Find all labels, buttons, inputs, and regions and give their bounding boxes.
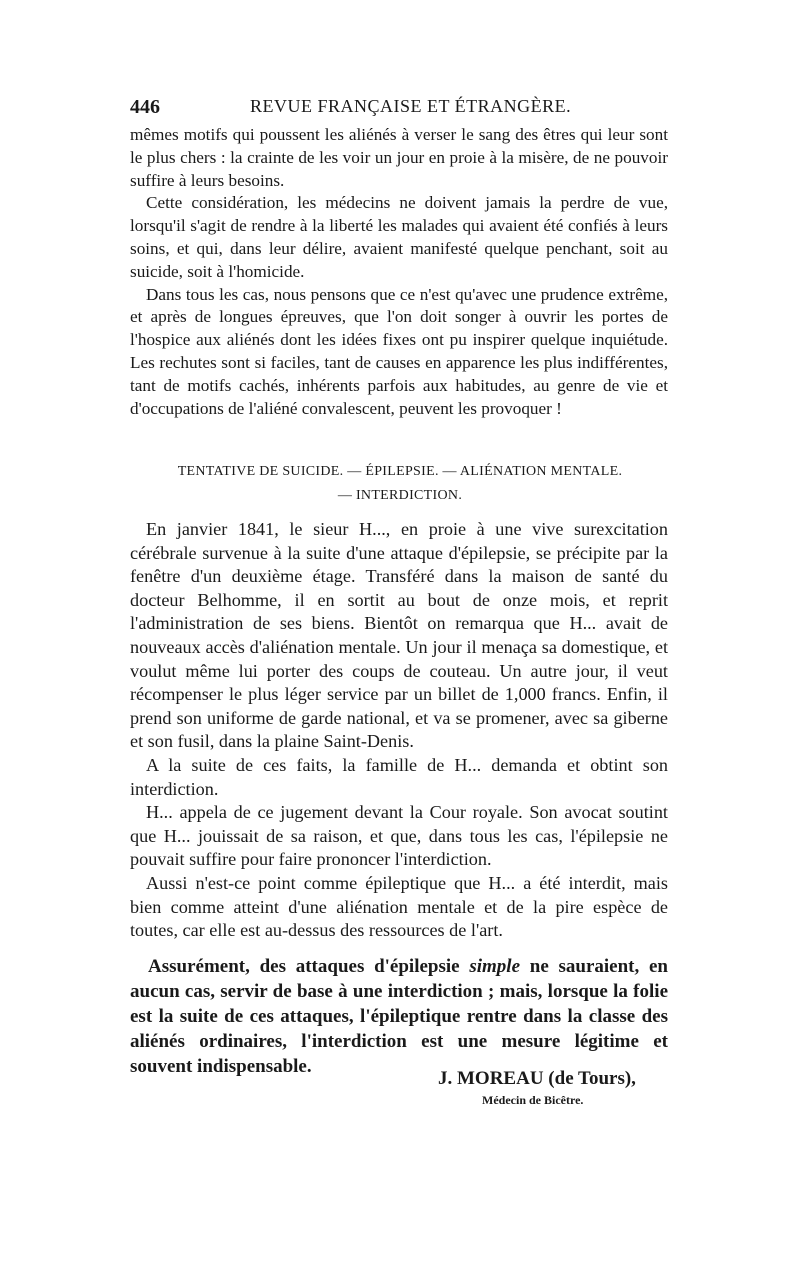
page-header [130,96,670,120]
running-title: REVUE FRANÇAISE ET ÉTRANGÈRE. [250,96,572,116]
page-number: 446 [130,96,160,118]
conclusion-section [130,954,668,1079]
intro-paragraph: Cette considération, les médecins ne doivent jamais la perdre de vue, lorsqu'il s'agit de rendre à la liberté les malades qui avaient été confiés à leurs soins, et qui, dans leur délire, avaient manifesté quelque penchant, soit au suicide, soit à l'homicide. [130,193,668,281]
intro-paragraph: Dans tous les cas, nous pensons que ce n'est qu'avec une prudence extrême, et après de longues épreuves, que l'on doit songer à ouvrir les portes de l'hospice aux aliénés dont les idées fixes ont pu inspirer quelque inquiétude. Les rechutes sont si faciles, tant de causes en apparence les plus indifférentes, tant de motifs cachés, inhérents parfois aux habitudes, au genre de vie et d'occupations de l'aliéné convalescent, peuvent les provoquer ! [130,284,668,418]
conclusion-paragraph [130,954,668,1079]
case-paragraph: En janvier 1841, le sieur H..., en proie à une vive surexcitation cérébrale survenue à la suite d'une attaque d'épilepsie, se précipite par la fenêtre d'un deuxième étage. Transféré dans la maison de santé du docteur Belhomme, il en sortit au bout de onze mois, et reprit l'administration de ses biens. Bientôt on remarqua que H... avait de nouveaux accès d'aliénation mentale. Un jour il menaça sa domestique, et voulut même lui porter des coups de couteau. Un autre jour, il veut récompenser le plus léger service par un billet de 1,000 francs. Enfin, il prend son uniforme de garde national, et va se promener, avec sa giberne et son fusil, dans la plaine Saint-Denis. [130,519,668,752]
intro-paragraph-continued: mêmes motifs qui poussent les aliénés à verser le sang des êtres qui leur sont le plus chers : la crainte de les voir un jour en proie à la misère, de ne pouvoir suffire à leurs besoins. [130,125,668,190]
conclusion-text: Assurément, des attaques d'épilepsie [148,956,470,977]
case-heading-line: — INTERDICTION. [337,488,463,503]
case-paragraph: A la suite de ces faits, la famille de H... demanda et obtint son interdiction. [130,754,668,799]
case-heading [130,460,670,508]
author-signature: J. MOREAU (de Tours), [438,1068,636,1089]
author-affiliation: Médecin de Bicêtre. [482,1093,584,1107]
conclusion-text: ne sauraient, en aucun cas, servir de base à une interdiction ; mais, lorsque la folie est la suite de ces attaques, l'épileptique rentre dans la classe des aliénés ordinaires, l'interdiction est une mesure légitime et souvent indispensable. [130,956,668,1077]
case-paragraph: Aussi n'est-ce point comme épileptique que H... a été interdit, mais bien comme atteint d'une aliénation mentale et de la pire espèce de toutes, car elle est au-dessus des ressources de l'art. [130,872,668,941]
case-paragraph: H... appela de ce jugement devant la Cour royale. Son avocat soutint que H... jouissait de sa raison, et que, dans tous les cas, l'épilepsie ne pouvait suffire pour faire prononcer l'interdiction. [130,802,668,870]
case-section [130,518,668,943]
case-heading-line: TENTATIVE DE SUICIDE. — ÉPILEPSIE. — ALIÉNATION MENTALE. [177,464,623,479]
emphasized-word: simple [469,956,521,977]
intro-section [130,124,668,420]
